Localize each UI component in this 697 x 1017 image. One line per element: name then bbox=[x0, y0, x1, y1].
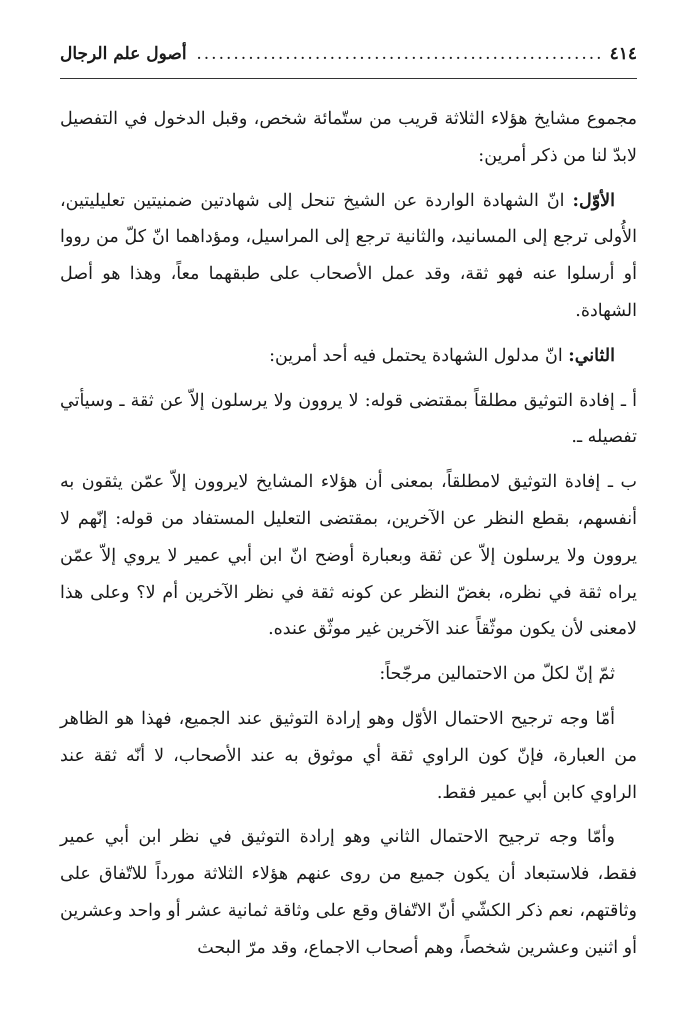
paragraph bbox=[60, 183, 637, 330]
paragraph-text: مجموع مشايخ هؤلاء الثلاثة قريب من ستّمائة شخص، وقبل الدخول في التفصيل لابدّ لنا من ذكر أمرين: bbox=[60, 109, 637, 166]
paragraph-text: أمّا وجه ترجيح الاحتمال الأوّل وهو إرادة التوثيق عند الجميع، فهذا هو الظاهر من العبارة، فإنّ كون الراوي ثقة أي موثوق به عند الأصحاب، لا أنّه ثقة عند الراوي كابن أبي عمير فقط. bbox=[60, 708, 637, 803]
paragraph-text: وأمّا وجه ترجيح الاحتمال الثاني وهو إرادة التوثيق في نظر ابن أبي عمير فقط، فلاستبعاد أن يكون جميع من روى عنهم هؤلاء الثلاثة مورداً للاتّفاق على وثاقتهم، نعم ذكر الكشّي أنّ الاتّفاق وقع على وثاقة ثمانية عشر أو واحد وعشرين أو اثنين وعشرين شخصاً، وهم أصحاب الاجماع، وقد مرّ البحث bbox=[60, 827, 637, 958]
paragraph bbox=[60, 701, 637, 811]
paragraph bbox=[60, 819, 637, 966]
paragraph bbox=[60, 464, 637, 648]
point-label: الثاني: bbox=[568, 345, 615, 366]
book-page bbox=[60, 44, 637, 975]
paragraph-text: انّ مدلول الشهادة يحتمل فيه أحد أمرين: bbox=[269, 345, 569, 366]
header-leader-dots bbox=[193, 44, 604, 64]
paragraph bbox=[60, 383, 637, 457]
paragraph-text: أ ـ إفادة التوثيق مطلقاً بمقتضى قوله: لا يروون ولا يرسلون إلاّ عن ثقة ـ وسيأتي تفصيله ـ. bbox=[60, 390, 637, 448]
paragraph-text: ب ـ إفادة التوثيق لامطلقاً، بمعنى أن هؤلاء المشايخ لايروون إلاّ عمّن يثقون به أنفسهم، بقطع النظر عن الآخرين، بمقتضى التعليل المستفاد من قوله: إنّهم لا يروون ولا يرسلون إلاّ عن ثقة وبعبارة أوضح انّ ابن أبي عمير لا يروي إلاّ عمّن يراه ثقة في نظره، بغضّ النظر عن كونه ثقة في نظر الآخرين أم لا؟ وعلى هذا لامعنى لأن يكون موثّقاً عند الآخرين غير موثّق عنده. bbox=[60, 472, 637, 640]
running-header bbox=[60, 44, 637, 79]
paragraph bbox=[60, 101, 637, 175]
paragraph-text: ثمّ إنّ لكلّ من الاحتمالين مرجّحاً: bbox=[379, 664, 615, 685]
paragraph bbox=[60, 338, 637, 375]
paragraph bbox=[60, 656, 637, 693]
paragraph-text: انّ الشهادة الواردة عن الشيخ تنحل إلى شهادتين ضمنيتين تعليليتين، الأُولى ترجع إلى المسانيد، والثانية ترجع إلى المراسيل، ومؤداهما انّ كلّ من رووا أو أرسلوا عنه فهو ثقة، وقد عمل الأصحاب على طبقهما معاً، وهذا هو أصل الشهادة. bbox=[60, 190, 637, 321]
page-body bbox=[60, 101, 637, 967]
running-title: أصول علم الرجال bbox=[60, 44, 187, 64]
page-number: ٤١٤ bbox=[609, 44, 637, 64]
point-label: الأوّل: bbox=[572, 190, 615, 211]
